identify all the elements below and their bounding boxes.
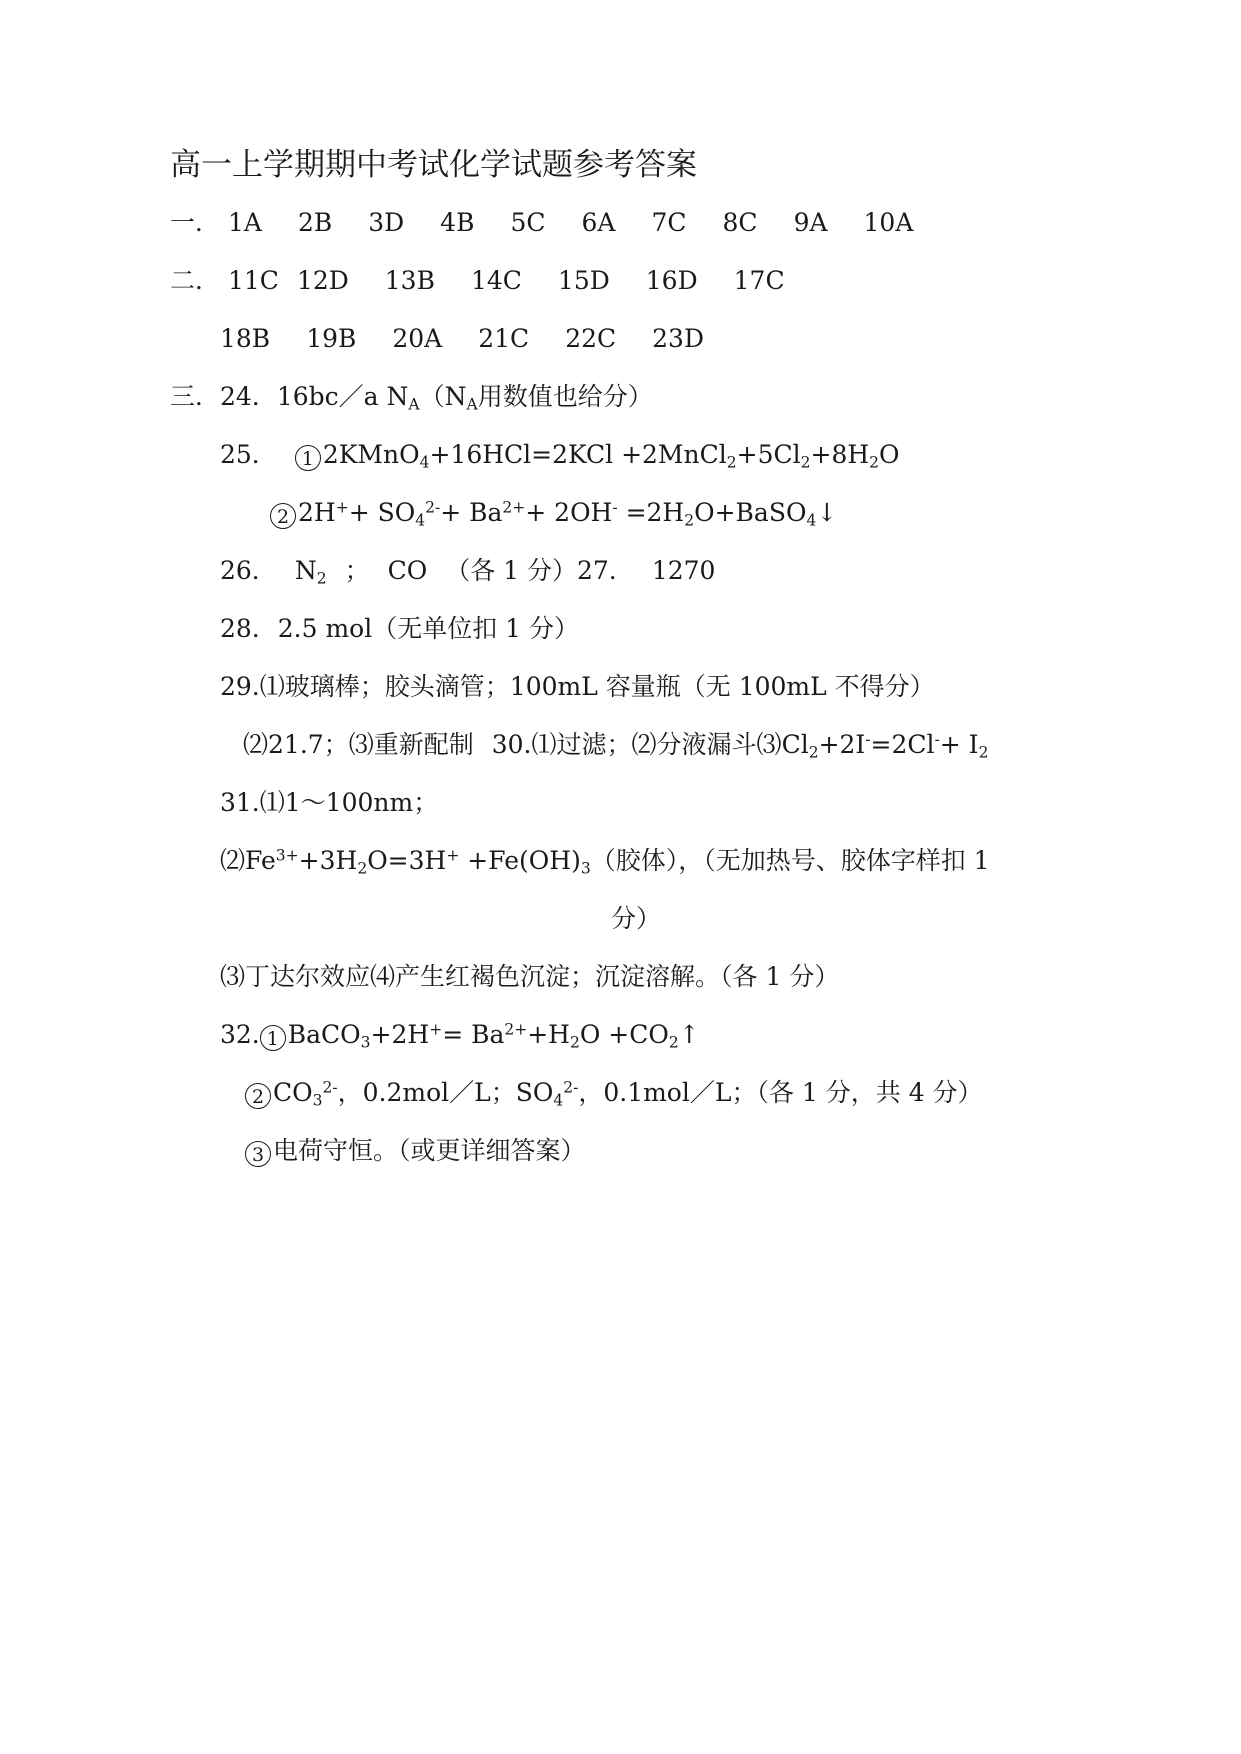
q24-number: 24．: [220, 382, 277, 411]
q31-line2: [220, 846, 990, 876]
answer-16: 16D: [645, 266, 698, 295]
circled-2-icon: 2: [270, 503, 296, 529]
section1-line: [170, 208, 913, 238]
q30-number: 30.: [491, 730, 532, 759]
section2-label: 二．: [170, 266, 221, 295]
q32-number: 32.: [220, 1020, 260, 1049]
section3-label: 三．: [170, 382, 221, 411]
q31-part2-equation: $Fe^{3+}+3H_2O=3H^+ +Fe(OH)_3$（胶体），（无加热号、胶体字样扣 1: [245, 846, 990, 878]
q31-line2-continued: 分）: [611, 904, 662, 933]
answer-15: 15D: [557, 266, 610, 295]
q31-line1: [220, 788, 438, 818]
q31-part2-marker: ⑵: [220, 846, 246, 875]
q29-part2-answer: 21.7；: [268, 730, 349, 759]
answer-7: 7C: [651, 208, 687, 237]
answer-5: 5C: [510, 208, 546, 237]
q32-line1: [220, 1020, 700, 1051]
answer-2: 2B: [297, 208, 333, 237]
q30-part3-equation: $Cl_2+2I^-=2Cl^-+ I_2$: [781, 730, 989, 762]
answer-23: 23D: [652, 324, 705, 353]
q29-part1-marker: ⑴: [259, 672, 285, 701]
q26-note: （各 1 分）: [445, 556, 578, 585]
q26-q27-line: [220, 556, 715, 586]
answer-8: 8C: [722, 208, 758, 237]
q29-part1-answer: 玻璃棒；胶头滴管；100mL 容量瓶（无 100mL 不得分）: [284, 672, 935, 701]
q31-line3: [220, 962, 839, 992]
answer-19: 19B: [306, 324, 357, 353]
q31-part4-answer: 产生红褐色沉淀；沉淀溶解。（各 1 分）: [395, 962, 840, 991]
q29-part3-marker: ⑶: [348, 730, 374, 759]
q24-na2: $N_A$: [444, 382, 478, 414]
answer-6: 6A: [581, 208, 616, 237]
q25-number: 25．: [220, 440, 277, 469]
answer-3: 3D: [368, 208, 405, 237]
section2-line2: [220, 324, 704, 354]
q32-line3: [245, 1136, 586, 1167]
q28-answer: 2.5 mol: [277, 614, 373, 643]
q26-answer-1: $N_2$: [294, 556, 327, 588]
q30-part1-answer: 过滤；: [556, 730, 632, 759]
q25-equation-1: 2KMnO$_4$+16HCl=2KCl $+2MnCl_2+5Cl_2+8H_2O$: [322, 440, 900, 472]
q24-na1: $N_A$: [386, 382, 420, 414]
circled-3-icon: 3: [245, 1141, 271, 1167]
circled-1-icon: 1: [295, 445, 321, 471]
q24-line: [170, 382, 653, 412]
q29-line1: [220, 672, 935, 702]
answer-1: 1A: [227, 208, 262, 237]
q29-part2-marker: ⑵: [243, 730, 269, 759]
circled-1-icon: 1: [260, 1025, 286, 1051]
q31-part1-marker: ⑴: [259, 788, 285, 817]
circled-2-icon: 2: [245, 1083, 271, 1109]
answer-17: 17C: [733, 266, 785, 295]
q27-answer: 1270: [651, 556, 716, 585]
q27-number: 27．: [577, 556, 634, 585]
q25-line2: [270, 498, 837, 529]
answer-9: 9A: [793, 208, 828, 237]
q30-part2-marker: ⑵: [631, 730, 657, 759]
q25-line1: [220, 440, 900, 471]
answer-18: 18B: [220, 324, 271, 353]
q30-part3-marker: ⑶: [756, 730, 782, 759]
page-title: 高一上学期期中考试化学试题参考答案: [170, 147, 697, 183]
q26-answer-2: CO: [387, 556, 428, 585]
q24-paren: （: [419, 382, 445, 411]
answer-11: 11C: [227, 266, 279, 295]
answer-22: 22C: [565, 324, 617, 353]
q31-part3-answer: 丁达尔效应: [245, 962, 371, 991]
q31-part1-answer: 1～100nm；: [284, 788, 439, 817]
answer-14: 14C: [470, 266, 522, 295]
answer-12: 12D: [296, 266, 349, 295]
q30-part2-answer: 分液漏斗: [656, 730, 757, 759]
answer-4: 4B: [440, 208, 475, 237]
answer-21: 21C: [478, 324, 530, 353]
q26-number: 26．: [220, 556, 277, 585]
q31-number: 31.: [220, 788, 260, 817]
q30-part1-marker: ⑴: [531, 730, 557, 759]
q32-part2-answer: $CO_3^{2-}$，0.2mol／L；$SO_4^{2-}$，0.1mol／L；（各 1 分，共 4 分）: [273, 1078, 983, 1110]
q31-part3-marker: ⑶: [220, 962, 246, 991]
q26-separator: ；: [344, 556, 370, 585]
answer-20: 20A: [392, 324, 443, 353]
q28-note: （无单位扣 1 分）: [372, 614, 580, 643]
q24-note: 用数值也给分）: [477, 382, 653, 411]
q31-part4-marker: ⑷: [370, 962, 396, 991]
q29-part3-answer: 重新配制: [373, 730, 474, 759]
q28-line: [220, 614, 579, 644]
answer-10: 10A: [863, 208, 914, 237]
section1-label: 一．: [170, 208, 221, 237]
q29-number: 29.: [220, 672, 260, 701]
q29-q30-line: [243, 730, 988, 760]
q32-part3-answer: 电荷守恒。（或更详细答案）: [273, 1136, 586, 1165]
q25-equation-2: $2H^++ SO_4^{2-}+ Ba^{2+}+ 2OH^-$ $=2H_2O+BaSO_4↓$: [298, 498, 838, 530]
q28-number: 28.: [220, 614, 260, 643]
q32-equation: BaCO$_3$+2H+= $Ba^{2+}+H_2O$ $+CO_2↑$: [287, 1020, 700, 1052]
q32-line2: [245, 1078, 983, 1109]
q24-answer: 16bc／a: [276, 382, 379, 411]
answer-13: 13B: [384, 266, 435, 295]
section2-line1: [170, 266, 785, 296]
